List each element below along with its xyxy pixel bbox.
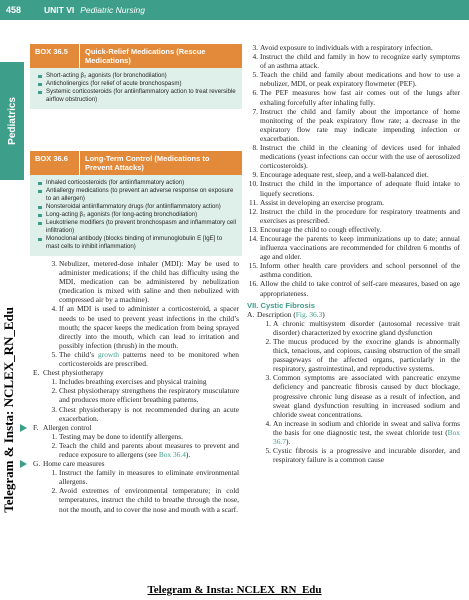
list-item: 1. Instruct the family in measures to eliminate environmental allergens. bbox=[51, 468, 239, 487]
list-item: 3. Common symptoms are associated with pancreatic enzyme deficiency and pancreatic fibrosis caused by duct blockage, progressive chronic lung disease as a result of infection, and sweat gland dysfunction resulting in increased sodium and chloride sweat concentrations. bbox=[265, 373, 460, 419]
box-36-5-title: Quick-Relief Medications (Rescue Medications) bbox=[85, 47, 206, 65]
list-item: Leukotriene modifiers (to prevent bronchospasm and inflammatory cell infiltration) bbox=[38, 219, 236, 235]
list-item: 2. The mucus produced by the exocrine glands is abnormally thick, tenacious, and copious, causing obstruction of the small passageways of the affected organs, particularly in the respiratory, gastrointestinal, and reproductive systems. bbox=[265, 337, 460, 374]
list-item: 3. Chest physiotherapy is not recommended during an acute exacerbation. bbox=[51, 404, 239, 423]
section-side-tab bbox=[0, 62, 24, 180]
list-item: 9. Encourage adequate rest, sleep, and a well-balanced diet. bbox=[252, 170, 429, 180]
list-item: Systemic corticosteroids (for antiinflammatory action to treat reversible airflow obstruction) bbox=[38, 88, 236, 104]
box-36-6 bbox=[30, 151, 242, 256]
list-item: 16. Allow the child to take control of self-care measures, based on age appropriateness. bbox=[248, 279, 460, 298]
list-item: Anticholinergics (for relief of acute bronchospasm) bbox=[38, 80, 236, 88]
list-item: Nonsteroidal antiinflammatory drugs (for antiinflammatory action) bbox=[38, 203, 236, 211]
side-watermark-text: Telegram & Insta: NCLEX_RN_Edu bbox=[1, 307, 16, 513]
side-tab-label: Pediatrics bbox=[6, 97, 18, 145]
list-item: 5. Cystic fibrosis is a progressive and incurable disorder, and respiratory failure is a common cause bbox=[265, 446, 460, 465]
list-item: 7. Instruct the child and family about the importance of home monitoring of the peak expiratory flow rate; a decrease in the expiratory flow rate may indicate impending infection or exacerbation. bbox=[252, 106, 460, 143]
box-36-6-title: Long-Term Control (Medications to Prevent Attacks) bbox=[85, 154, 210, 172]
bottom-watermark: Telegram & Insta: NCLEX_RN_Edu bbox=[147, 584, 322, 596]
list-item: 14. Encourage the parents to keep immunizations up to date; annual influenza vaccinations are recommended for children 6 months of age and older. bbox=[248, 233, 460, 262]
list-item: 2. Chest physiotherapy strengthens the respiratory musculature and produces more efficient breathing patterns. bbox=[51, 386, 239, 405]
list-item: Inhaled corticosteroids (for antiinflammatory action) bbox=[38, 179, 236, 187]
arrow-right-icon bbox=[20, 460, 27, 468]
arrow-right-icon bbox=[20, 424, 27, 432]
list-item: 6. The PEF measures how fast air comes out of the lungs after exhaling forcefully after inhaling fully. bbox=[252, 88, 460, 107]
list-item: 3. Avoid exposure to individuals with a respiratory infection. bbox=[252, 43, 433, 52]
section-a: A. Description (Fig. 36.3) bbox=[247, 309, 325, 319]
box-reference-link[interactable]: Box 36.7 bbox=[273, 427, 460, 447]
section-e: E. Chest physiotherapy bbox=[33, 368, 104, 378]
list-item: 1. Includes breathing exercises and physical training bbox=[51, 377, 207, 387]
page-number: 458 bbox=[6, 5, 22, 15]
list-item: Short-acting β₂ agonists (for bronchodilation) bbox=[38, 72, 236, 80]
list-item: 4. An increase in sodium and chloride in sweat and saliva forms the basis for one diagnostic test, the sweat chloride test (Box 36.7). bbox=[265, 418, 460, 447]
list-item: 10. Instruct the child in the importance of adequate fluid intake to liquefy secretions. bbox=[248, 179, 460, 198]
box-36-6-header bbox=[30, 151, 242, 175]
list-item: 3. Nebulizer, metered-dose inhaler (MDI): May be used to administer medications; if the child has difficulty using the MDI, medication can be administered by nebulization (medication is mixed with saline and then nebulized with compressed air by a machine). bbox=[51, 259, 239, 305]
list-item: 15. Inform other health care providers and school personnel of the asthma condition. bbox=[248, 261, 460, 280]
list-item: 4. Instruct the child and family in how to recognize early symptoms of an asthma attack. bbox=[252, 52, 460, 71]
list-item: 1. Testing may be done to identify allergens. bbox=[51, 431, 183, 441]
list-item: 11. Assist in developing an exercise program. bbox=[249, 197, 384, 207]
list-item: 12. Instruct the child in the procedure for respiratory treatments and exercises as prescribed. bbox=[248, 206, 460, 225]
box-36-5-number: BOX 36.5 bbox=[30, 44, 80, 68]
box-36-5-header bbox=[30, 44, 242, 68]
emphasis-growth: growth bbox=[98, 349, 119, 359]
list-item: 13. Encourage the child to cough effectively. bbox=[248, 224, 382, 234]
subject-label: Pediatric Nursing bbox=[80, 5, 145, 15]
box-36-6-list bbox=[30, 175, 242, 256]
box-36-5-list bbox=[30, 68, 242, 109]
figure-reference-link[interactable]: Fig. 36.3 bbox=[295, 309, 323, 319]
side-watermark bbox=[0, 240, 18, 580]
section-f: F. Allergen control bbox=[33, 423, 239, 432]
list-item: 8. Instruct the child in the cleaning of devices used for inhaled medications (yeast infections can occur with the use of aerosolized corticosteroids). bbox=[252, 143, 460, 171]
page-header bbox=[0, 0, 469, 20]
list-item: Antiallergy medications (to prevent an adverse response on exposure to an allergen) bbox=[38, 187, 236, 203]
list-item: Long-acting β₂ agonists (for long-acting bronchodilation) bbox=[38, 211, 236, 219]
box-36-5 bbox=[30, 44, 242, 109]
list-item: 5. The child’s growth patterns need to be monitored when corticosteroids are prescribed. bbox=[51, 349, 239, 369]
list-item: 2. Avoid extremes of environmental temperature; in cold temperatures, instruct the child to breathe through the nose, not the mouth, and to cover the nose and mouth with a scarf. bbox=[51, 486, 239, 514]
list-item: 4. If an MDI is used to administer a corticosteroid, a spacer needs to be used to prevent yeast infections in the child’s mouth; the spacer keeps the medication from being sprayed directly into the mouth, which can lead to irritation and possibly infection (thrush) in the mouth. bbox=[51, 304, 239, 350]
left-column bbox=[33, 259, 239, 514]
list-item: 5. Teach the child and family about medications and how to use a nebulizer, MDI, or peak expiratory flowmeter (PEF). bbox=[252, 70, 460, 89]
list-item: 2. Teach the child and parents about measures to prevent and reduce exposure to allergens (see Box 36.4). bbox=[51, 440, 239, 459]
box-36-6-number: BOX 36.6 bbox=[30, 151, 80, 175]
right-column bbox=[247, 43, 460, 464]
section-title-cystic-fibrosis: VII. Cystic Fibrosis bbox=[247, 300, 315, 310]
unit-label: UNIT VI bbox=[44, 5, 75, 15]
list-item: Monoclonal antibody (blocks binding of immunoglobulin E [IgE] to mast cells to inhibit inflammation) bbox=[38, 235, 236, 251]
list-item: 1. A chronic multisystem disorder (autosomal recessive trait disorder) characterized by exocrine gland dysfunction bbox=[265, 318, 460, 337]
section-g: G. Home care measures bbox=[33, 459, 239, 468]
box-reference-link[interactable]: Box 36.4 bbox=[158, 449, 186, 459]
